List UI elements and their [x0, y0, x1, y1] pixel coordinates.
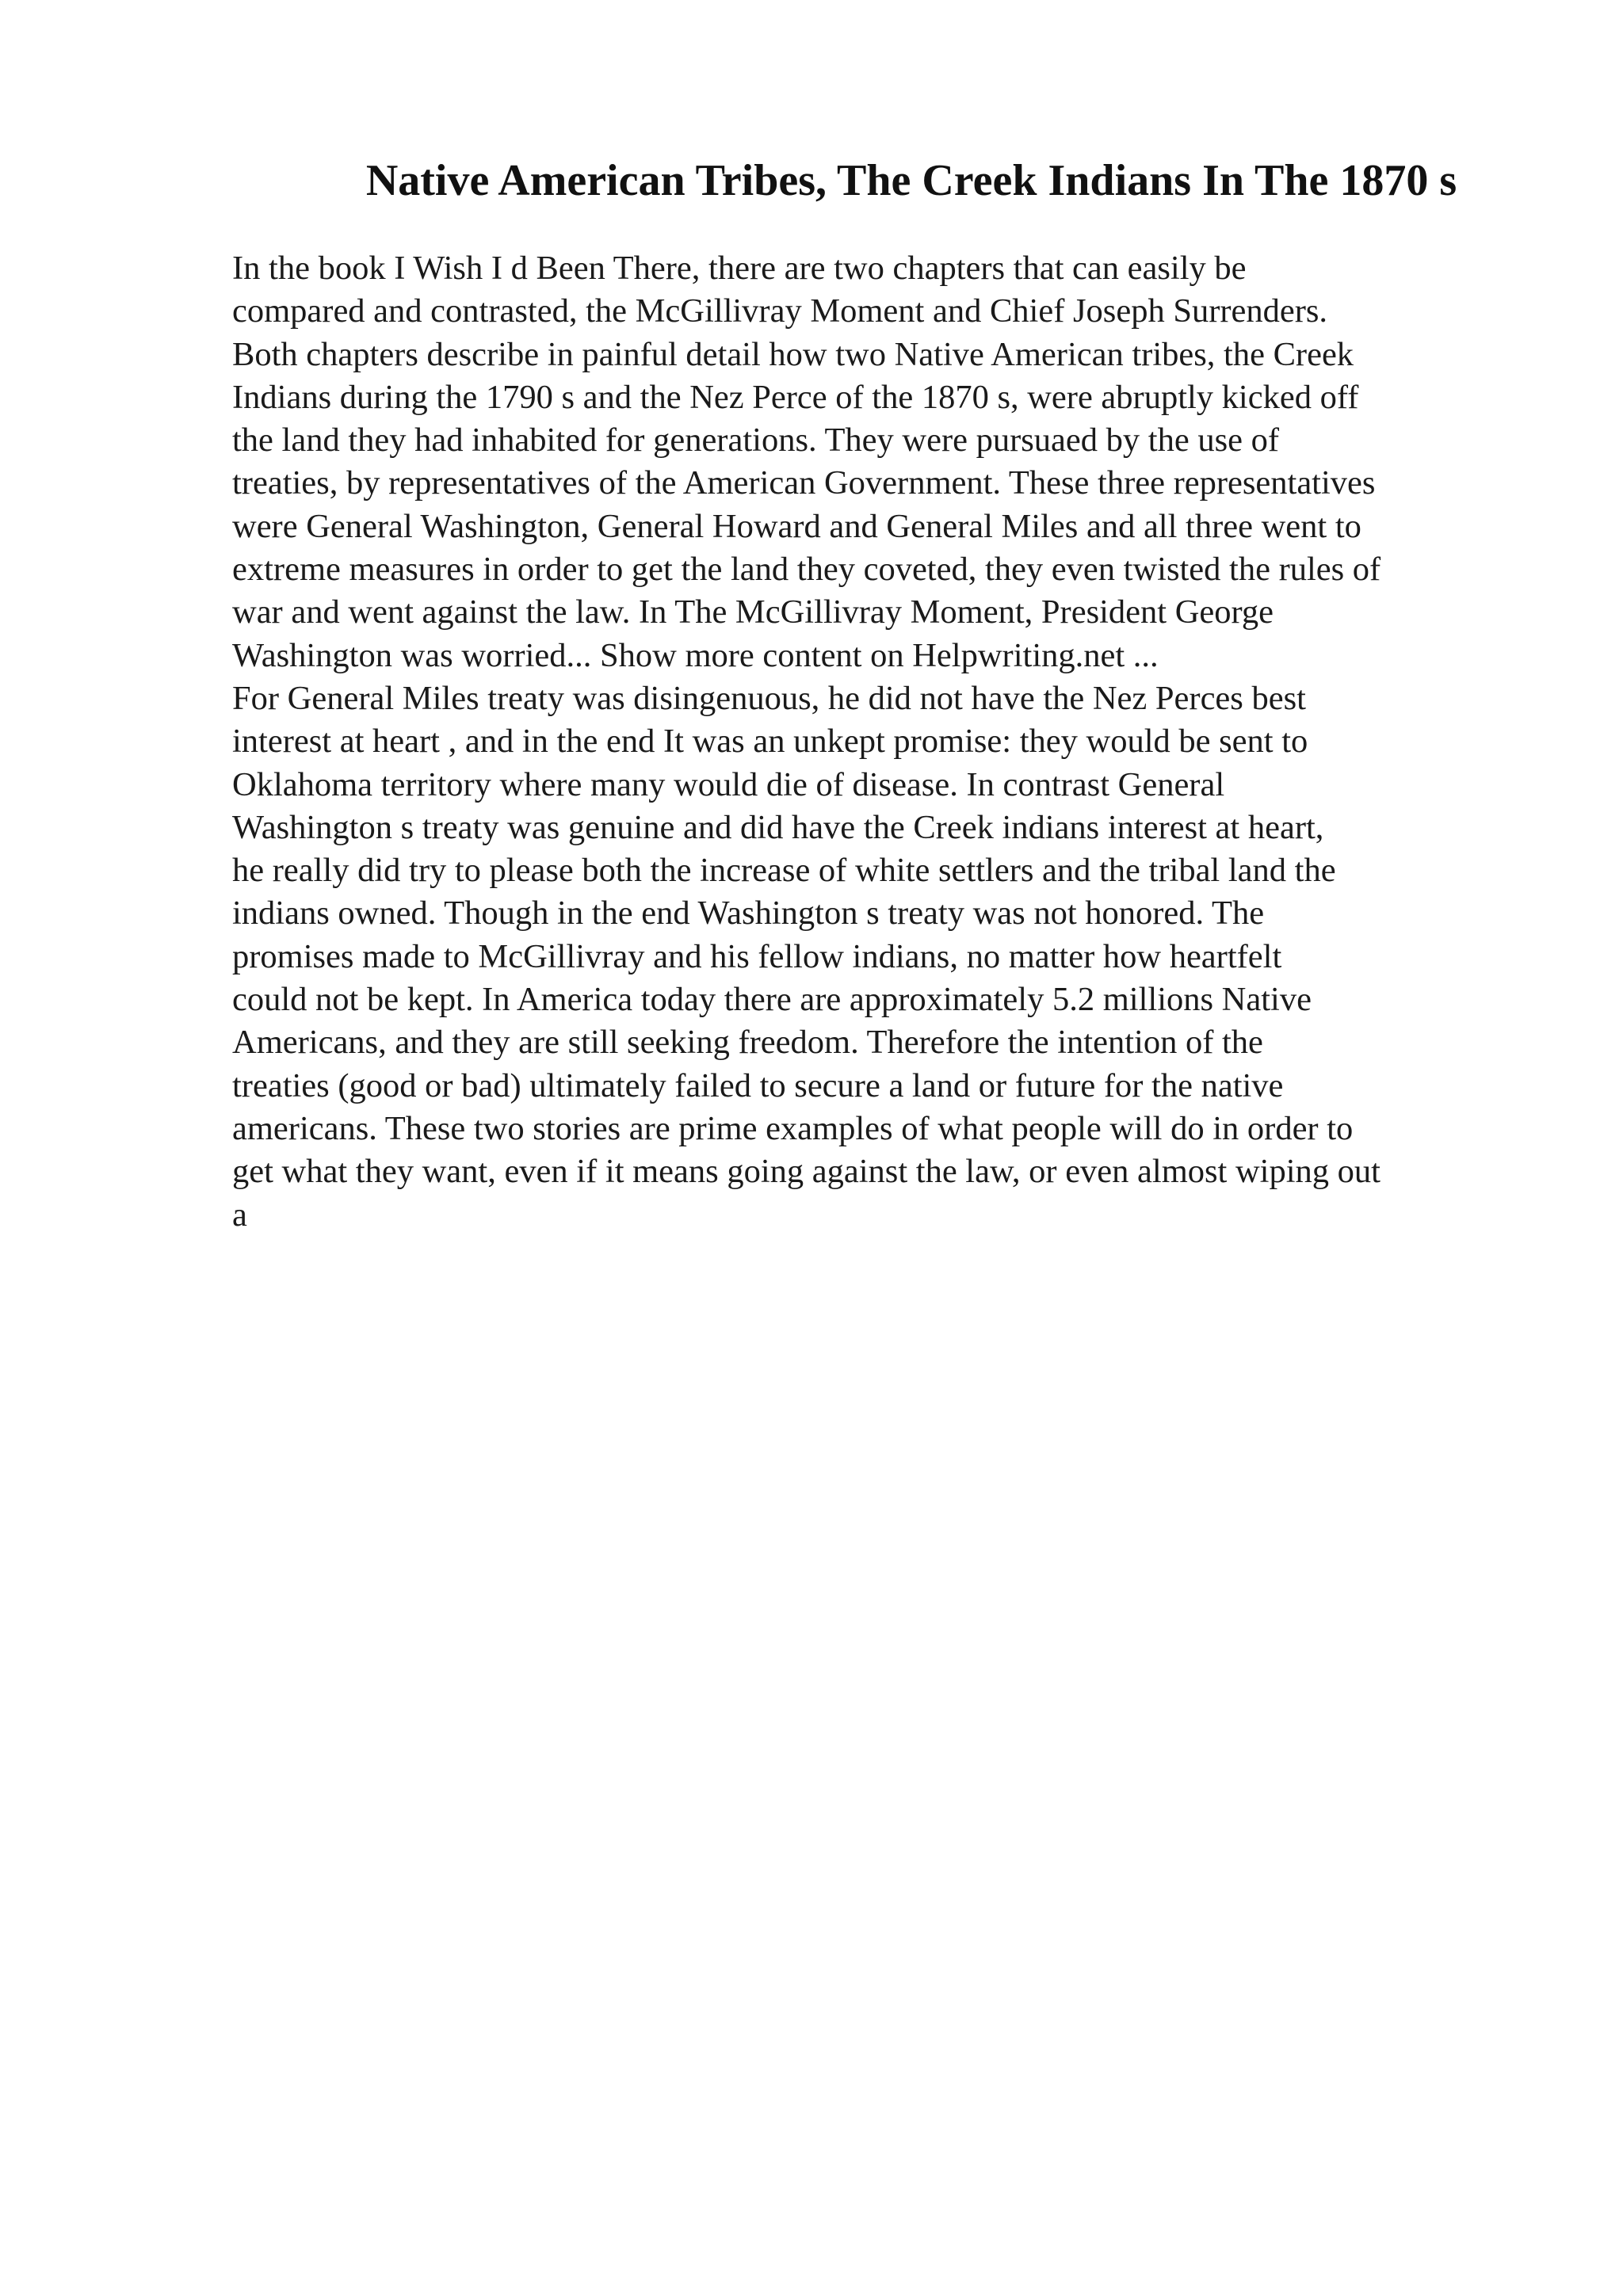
document-body	[232, 247, 1532, 1237]
body-line: extreme measures in order to get the land they coveted, they even twisted the rules of	[232, 551, 1381, 589]
body-line: Americans, and they are still seeking freedom. Therefore the intention of the	[232, 1024, 1263, 1062]
body-line: compared and contrasted, the McGillivray Moment and Chief Joseph Surrenders.	[232, 292, 1328, 330]
body-line: were General Washington, General Howard and General Miles and all three went to	[232, 507, 1361, 545]
body-line: treaties, by representatives of the American Government. These three representatives	[232, 464, 1376, 502]
body-line: interest at heart , and in the end It was an unkept promise: they would be sent to	[232, 723, 1308, 761]
body-line: he really did try to please both the increase of white settlers and the tribal land the	[232, 852, 1336, 890]
body-line: could not be kept. In America today there are approximately 5.2 millions Native	[232, 981, 1312, 1019]
body-line: In the book I Wish I d Been There, there are two chapters that can easily be	[232, 250, 1247, 287]
body-line: Washington was worried... Show more content on Helpwriting.net ...	[232, 636, 1159, 674]
body-line: get what they want, even if it means going against the law, or even almost wiping out	[232, 1153, 1381, 1191]
body-line: promises made to McGillivray and his fellow indians, no matter how heartfelt	[232, 937, 1282, 975]
body-line: indians owned. Though in the end Washington s treaty was not honored. The	[232, 894, 1265, 933]
body-line: treaties (good or bad) ultimately failed to secure a land or future for the native	[232, 1066, 1284, 1104]
body-line: war and went against the law. In The McGillivray Moment, President George	[232, 593, 1274, 631]
body-line: Indians during the 1790 s and the Nez Perce of the 1870 s, were abruptly kicked off	[232, 378, 1359, 416]
body-line: the land they had inhabited for generations. They were pursuaed by the use of	[232, 421, 1280, 460]
document-title: Native American Tribes, The Creek Indians In The 1870 s	[365, 156, 1457, 205]
body-line: americans. These two stories are prime examples of what people will do in order to	[232, 1109, 1354, 1147]
body-line: Both chapters describe in painful detail how two Native American tribes, the Creek	[232, 335, 1354, 373]
body-line: For General Miles treaty was disingenuous, he did not have the Nez Perces best	[232, 679, 1306, 717]
body-line: Oklahoma territory where many would die of disease. In contrast General	[232, 765, 1225, 803]
body-line: Washington s treaty was genuine and did have the Creek indians interest at heart,	[232, 808, 1324, 846]
body-line: a	[232, 1196, 247, 1234]
